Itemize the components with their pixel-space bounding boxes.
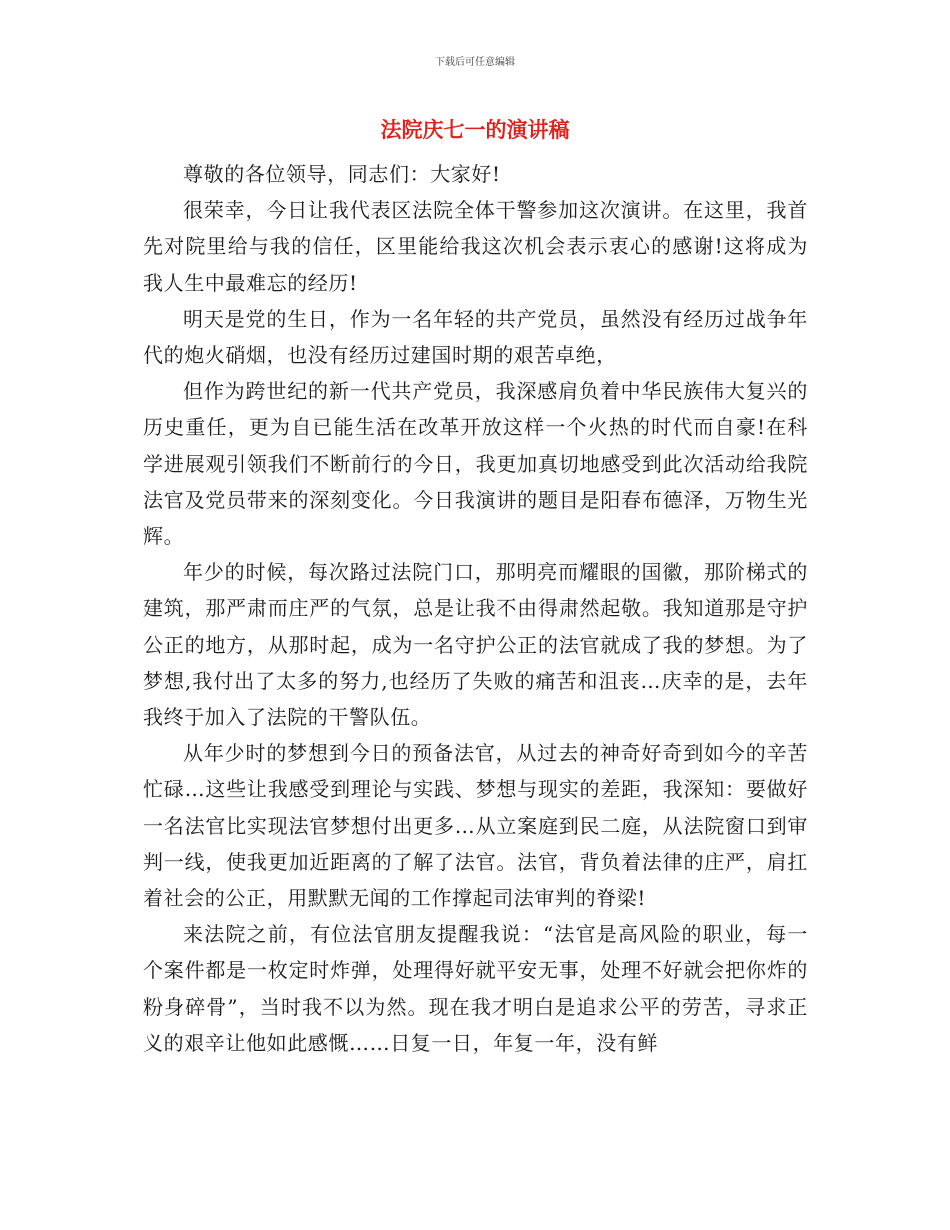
paragraph: 很荣幸，今日让我代表区法院全体干警参加这次演讲。在这里，我首先对院里给与我的信任，区里能给我这次机会表示衷心的感谢!这将成为我人生中最难忘的经历! — [143, 198, 808, 295]
paragraph: 从年少时的梦想到今日的预备法官，从过去的神奇好奇到如今的辛苦忙碌…这些让我感受到理论与实践、梦想与现实的差距，我深知：要做好一名法官比实现法官梦想付出更多…从立案庭到民二庭，从法院窗口到审判一线，使我更加近距离的了解了法官。法官，背负着法律的庄严，肩扛着社会的公正，用默默无闻的工作撑起司法审判的脊梁! — [143, 741, 808, 911]
paragraph: 来法院之前，有位法官朋友提醒我说：“法官是高风险的职业，每一个案件都是一枚定时炸弹，处理得好就平安无事，处理不好就会把你炸的粉身碎骨”，当时我不以为然。现在我才明白是追求公平的劳苦，寻求正义的艰辛让他如此感慨……日复一日，年复一年，没有鲜 — [143, 922, 808, 1055]
paragraph: 年少的时候，每次路过法院门口，那明亮而耀眼的国徽，那阶梯式的建筑，那严肃而庄严的气氛，总是让我不由得肃然起敬。我知道那是守护公正的地方，从那时起，成为一名守护公正的法官就成了我的梦想。为了梦想,我付出了太多的努力,也经历了失败的痛苦和沮丧…庆幸的是，去年我终于加入了法院的干警队伍。 — [143, 560, 808, 730]
header-note: 下载后可任意编辑 — [435, 57, 515, 68]
paragraph: 明天是党的生日，作为一名年轻的共产党员，虽然没有经历过战争年代的炮火硝烟，也没有经历过建国时期的艰苦卓绝， — [143, 306, 808, 368]
document-title: 法院庆七一的演讲稿 — [380, 117, 570, 142]
paragraph-greeting: 尊敬的各位领导，同志们：大家好! — [183, 162, 501, 186]
paragraph: 但作为跨世纪的新一代共产党员，我深感肩负着中华民族伟大复兴的历史重任，更为自已能生活在改革开放这样一个火热的时代而自豪!在科学进展观引领我们不断前行的今日，我更加真切地感受到此次活动给我院法官及党员带来的深刻变化。今日我演讲的题目是阳春布德泽，万物生光辉。 — [143, 379, 808, 549]
document-body — [143, 156, 808, 1061]
